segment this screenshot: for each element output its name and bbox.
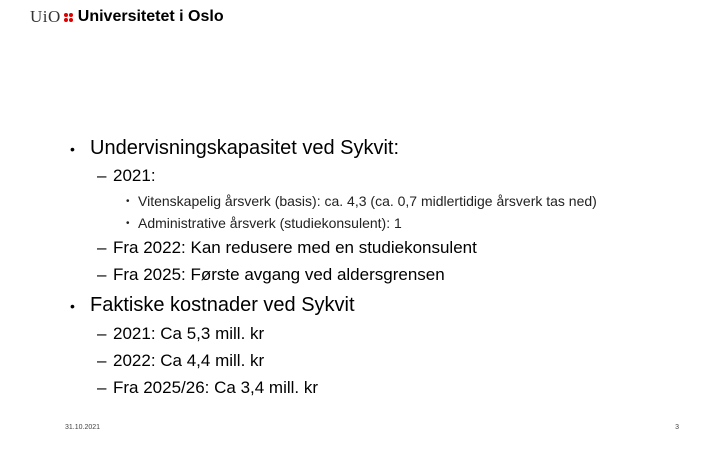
bullet-2-text: Faktiske kostnader ved Sykvit (90, 294, 355, 316)
bullet-2 (70, 294, 355, 317)
bullet-2-sub-3 (97, 378, 318, 398)
bullet-1-text: Undervisningskapasitet ved Sykvit: (90, 137, 400, 159)
bullet-1-sub-2 (97, 238, 477, 258)
university-name: Universitetet i Oslo (77, 8, 224, 25)
bullet-2-sub-2 (97, 351, 264, 371)
dash-icon: – (97, 238, 107, 257)
bullet-1-sub-1-item-1-text: Vitenskapelig årsverk (basis): ca. 4,3 (ca. 0,7 midlertidige årsverk tas ned) (138, 193, 597, 209)
bullet-1-sub-3 (97, 265, 445, 285)
footer-date: 31.10.2021 (65, 424, 101, 431)
bullet-2-sub-1 (97, 324, 264, 344)
bullet-1-sub-3-text: Fra 2025: Første avgang ved aldersgrensen (113, 265, 445, 284)
uio-logo-text: UiO (30, 7, 61, 26)
bullet-icon: • (70, 140, 75, 157)
bullet-2-sub-3-text: Fra 2025/26: Ca 3,4 mill. kr (113, 378, 319, 397)
dash-icon: – (97, 378, 107, 397)
bullet-1-sub-1-text: 2021: (113, 166, 156, 185)
bullet-2-sub-1-text: 2021: Ca 5,3 mill. kr (113, 324, 265, 343)
bullet-icon: • (126, 217, 130, 229)
bullet-1-sub-1-item-1 (126, 193, 597, 209)
bullet-1-sub-2-text: Fra 2022: Kan redusere med en studiekonsulent (113, 238, 477, 257)
bullet-1-sub-1-item-2 (126, 215, 402, 231)
bullet-1-sub-1-item-2-text: Administrative årsverk (studiekonsulent): 1 (138, 215, 402, 231)
dash-icon: – (97, 351, 107, 370)
dash-icon: – (97, 166, 107, 185)
page-number: 3 (675, 424, 679, 431)
dash-icon: – (97, 265, 107, 284)
bullet-1 (70, 137, 399, 160)
dash-icon: – (97, 324, 107, 343)
bullet-icon: • (70, 297, 75, 314)
bullet-1-sub-1 (97, 166, 156, 186)
bullet-2-sub-2-text: 2022: Ca 4,4 mill. kr (113, 351, 265, 370)
bullet-icon: • (126, 195, 130, 207)
